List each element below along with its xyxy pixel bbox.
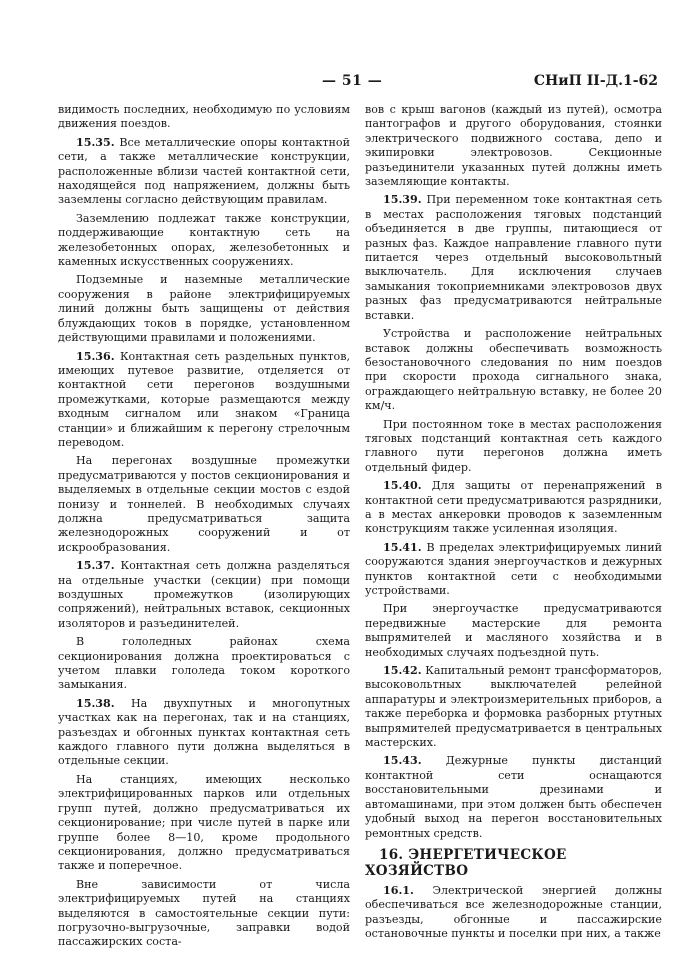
- clause-text: Контактная сеть должна разделяться на отдельные участки (секции) при помощи воздушных промежутков (изолирующих сопряжений), нейтральных вставок, секционных изоляторов и разъединителей.: [58, 559, 350, 630]
- clause-15-37: [58, 559, 350, 631]
- clause-text: В пределах электрифицируемых линий сооружаются здания энергоучастков и дежурных пунктов контактной сети с необходимыми устройствами.: [365, 540, 662, 597]
- clause-number: 15.37.: [76, 559, 115, 573]
- paragraph: В гололедных районах схема секционирования должна проектироваться с учетом плавки гололеда током короткого замыкания.: [58, 635, 350, 692]
- clause-15-39: [365, 193, 662, 323]
- clause-15-38: [58, 697, 350, 769]
- paragraph: Заземлению подлежат также конструкции, поддерживающие контактную сеть на железобетонных опорах, железобетонных и каменных искусственных сооружениях.: [58, 211, 350, 269]
- clause-text: При переменном токе контактная сеть в местах расположения тяговых подстанций объединяется в две группы, питающиеся от разных фаз. Каждое направление главного пути питается через отдельный высоковольтный выключатель. Для исключения случаев замыкания токоприемниками электровозов двух разных фаз предусматриваются нейтральные вставки.: [365, 193, 662, 322]
- clause-15-36: [58, 350, 350, 451]
- clause-text: Контактная сеть раздельных пунктов, имеющих путевое развитие, отделяется от контактной сети перегонов воздушными промежутками, которые размещаются между входным сигналом или знаком «Граница станции» и ближайшим к перегону стрелочным переводом.: [58, 349, 350, 449]
- clause-15-41: [365, 541, 662, 599]
- clause-15-40: [365, 479, 662, 537]
- clause-text: На двухпутных и многопутных участках как на перегонах, так и на станциях, разъездах и обгонных пунктах контактная сеть каждого главного пути должна выделяться в отдельные секции.: [58, 696, 350, 768]
- clause-number: 16.1.: [383, 883, 414, 897]
- left-column: [58, 103, 350, 954]
- clause-text: Электрической энергией должны обеспечиваться все железнодорожные станции, разъезды, обгонные и пассажирские остановочные пункты и поселки при них, а также: [365, 883, 662, 941]
- paragraph: На перегонах воздушные промежутки предусматриваются у постов секционирования и выделяемых в отдельные секции мостов с ездой понизу и тоннелей. В необходимых случаях должна предусматриваться защита железнодорожных сооружений и от искрообразования.: [58, 454, 350, 554]
- paragraph: вов с крыш вагонов (каждый из путей), осмотра пантографов и другого оборудования, стоянки электрического подвижного состава, депо и экипировки электровозов. Секционные разъединители указанных путей должны иметь заземляющие контакты.: [365, 103, 662, 189]
- clause-number: 15.43.: [383, 754, 422, 768]
- clause-number: 15.38.: [76, 696, 115, 710]
- paragraph: Устройства и расположение нейтральных вставок должны обеспечивать возможность безостановочного следования по ним поездов при скорости прохода сигнального знака, ограждающего нейтральную вставку, не более 20 км/ч.: [365, 327, 662, 413]
- clause-number: 15.36.: [76, 349, 115, 363]
- clause-15-42: [365, 664, 662, 750]
- clause-number: 15.35.: [76, 135, 115, 149]
- section-heading: 16. ЭНЕРГЕТИЧЕСКОЕ ХОЗЯЙСТВО: [365, 846, 567, 879]
- document-code: СНиП II-Д.1-62: [533, 73, 658, 89]
- clause-text: Для защиты от перенапряжений в контактной сети предусматриваются разрядники, а в местах анкеровки проводов к заземленным конструкциям также усиленная изоляция.: [365, 479, 662, 536]
- clause-number: 15.40.: [383, 479, 422, 493]
- clause-15-43: [365, 754, 662, 840]
- paragraph: видимость последних, необходимую по условиям движения поездов.: [58, 103, 350, 131]
- clause-text: Все металлические опоры контактной сети, а также металлические конструкции, расположенные вблизи частей контактной сети, находящейся под напряжением, должны быть заземлены согласно действующим правилам.: [58, 135, 350, 207]
- clause-number: 15.41.: [383, 540, 422, 554]
- paragraph: При постоянном токе в местах расположения тяговых подстанций контактная сеть каждого главного пути перегонов должна иметь отдельный фидер.: [365, 417, 662, 474]
- clause-15-35: [58, 136, 350, 208]
- right-column: [365, 103, 662, 946]
- clause-16-1: [365, 884, 662, 942]
- paragraph: На станциях, имеющих несколько электрифицированных парков или отдельных групп путей, должно предусматриваться их секционирование; при числе путей в парке или группе более 8—10, кроме продольного секционирования, должно предусматриваться также и поперечное.: [58, 772, 350, 873]
- clause-text: Дежурные пункты дистанций контактной сети оснащаются восстановительными дрезинами и автомашинами, при этом должен быть обеспечен удобный выход на перегон восстановительных ремонтных средств.: [365, 754, 662, 840]
- clause-number: 15.39.: [383, 193, 422, 207]
- paragraph: При энергоучастке предусматриваются передвижные мастерские для ремонта выпрямителей и масляного хозяйства и в необходимых случаях подъездной путь.: [365, 602, 662, 659]
- page-number: — 51 —: [322, 73, 383, 89]
- clause-text: Капитальный ремонт трансформаторов, высоковольтных выключателей релейной аппаратуры и электроизмерительных приборов, а также переборка и формовка разборных ртутных выпрямителей предусматривается в центральных мастерских.: [365, 664, 662, 750]
- paragraph: Вне зависимости от числа электрифицируемых путей на станциях выделяются в самостоятельные секции пути: погрузочно-выгрузочные, заправки водой пассажирских соста-: [58, 877, 350, 949]
- paragraph: Подземные и наземные металлические сооружения в районе электрифицируемых линий должны быть защищены от действия блуждающих токов в порядке, установленном действующими правилами и положениями.: [58, 273, 350, 345]
- clause-number: 15.42.: [383, 664, 422, 678]
